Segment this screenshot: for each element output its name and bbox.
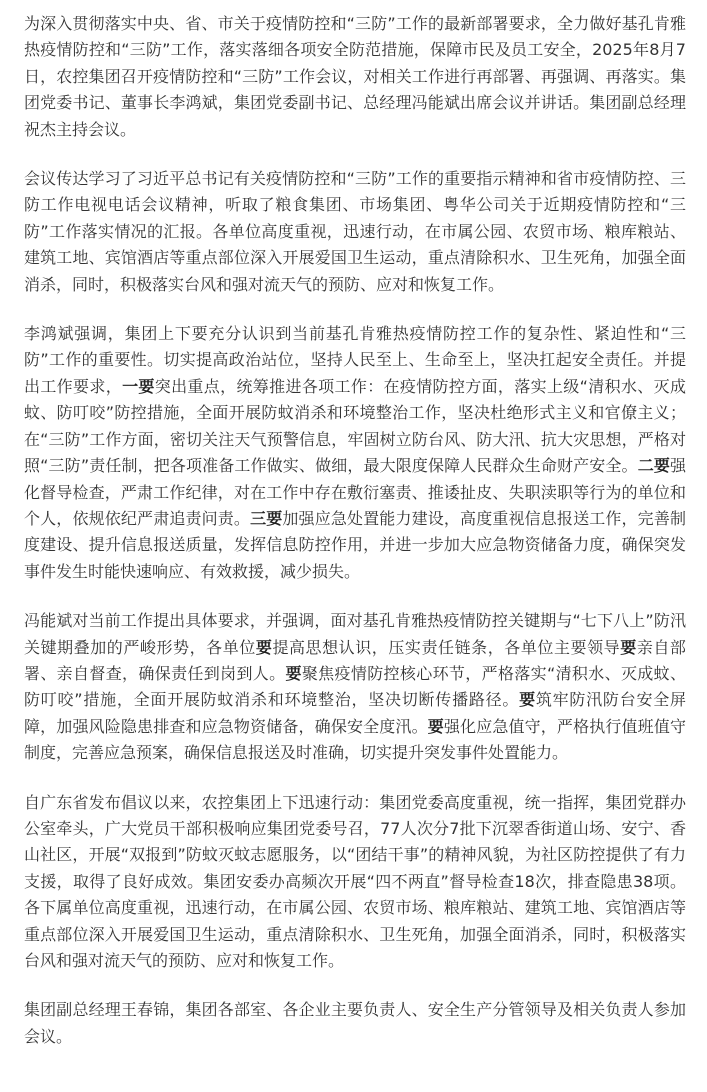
paragraph-text: 集团副总经理王春锦，集团各部室、各企业主要负责人、安全生产分管领导及相关负责人参加会议。 [24,1000,686,1046]
emphasis-text: 要 [519,690,536,710]
paragraph-text: 筑牢防汛防台安全屏障，加强风险隐患排查和应急物资储备，确保安全度汛。 [24,690,686,736]
article-body [24,11,686,1073]
article-paragraph [24,11,686,143]
paragraph-text: 冯能斌对当前工作提出具体要求，并强调，面对基孔肯雅热疫情防控关键期与“七下八上”防汛关键期叠加的严峻形势，各单位 [24,611,686,657]
article-paragraph [24,166,686,298]
article-paragraph [24,790,686,975]
article-paragraph [24,997,686,1050]
emphasis-text: 要 [255,637,273,657]
paragraph-text: 加强应急处置能力建设，高度重视信息报送工作，完善制度建设、提升信息报送质量，发挥信息防控作用，并进一步加大应急物资储备力度，确保突发事件发生时能快速响应、有效救援，减少损失。 [24,508,686,581]
emphasis-text: 三要 [250,508,283,528]
paragraph-text: 李鸿斌强调，集团上下要充分认识到当前基孔肯雅热疫情防控工作的复杂性、紧迫性和“三防”工作的重要性。切实提高政治站位，坚持人民至上、生命至上，坚决扛起安全责任。并提出工作要求， [24,324,686,396]
emphasis-text: 要 [427,716,444,736]
emphasis-text: 二要 [637,456,670,476]
paragraph-text: 突出重点，统筹推进各项工作：在疫情防控方面，落实上级“清积水、灭成蚊、防叮咬”防控措施，全面开展防蚊消杀和环境整治工作，坚决杜绝形式主义和官僚主义；在“三防”工作方面，密切关注天气预警信息，牢固树立防台风、防大汛、抗大灾思想，严格对照“三防”责任制，把各项准备工作做实、做细，最大限度保障人民群众生命财产安全。 [24,376,686,476]
paragraph-text: 为深入贯彻落实中央、省、市关于疫情防控和“三防”工作的最新部署要求，全力做好基孔肯雅热疫情防控和“三防”工作，落实落细各项安全防范措施，保障市民及员工安全，2025年8月7日，农控集团召开疫情防控和“三防”工作会议，对相关工作进行再部署、再强调、再落实。集团党委书记、董事长李鸿斌，集团党委副书记、总经理冯能斌出席会议并讲话。集团副总经理祝杰主持会议。 [24,14,686,139]
emphasis-text: 要 [285,663,302,683]
paragraph-text: 亲自部署、亲自督查，确保责任到岗到人。 [24,637,686,683]
paragraph-text: 强化督导检查，严肃工作纪律，对在工作中存在敷衍塞责、推诿扯皮、失职渎职等行为的单位和个人，依规依纪严肃追责问责。 [24,456,686,528]
paragraph-text: 强化应急值守，严格执行值班值守制度，完善应急预案，确保信息报送及时准确，切实提升突发事件处置能力。 [24,716,686,763]
paragraph-text: 会议传达学习了习近平总书记有关疫情防控和“三防”工作的重要指示精神和省市疫情防控、三防工作电视电话会议精神，听取了粮食集团、市场集团、粤华公司关于近期疫情防控和“三防”工作落实情况的汇报。各单位高度重视，迅速行动，在市属公园、农贸市场、粮库粮站、建筑工地、宾馆酒店等重点部位深入开展爱国卫生运动，重点清除积水、卫生死角，加强全面消杀，同时，积极落实台风和强对流天气的预防、应对和恢复工作。 [24,169,686,294]
emphasis-text: 要 [620,637,637,657]
paragraph-text: 聚焦疫情防控核心环节，严格落实“清积水、灭成蚊、防叮咬”措施，全面开展防蚊消杀和环境整治，坚决切断传播路径。 [24,663,686,710]
article-paragraph [24,608,686,766]
article-paragraph [24,321,686,585]
paragraph-text: 自广东省发布倡议以来，农控集团上下迅速行动：集团党委高度重视，统一指挥，集团党群办公室牵头，广大党员干部积极响应集团党委号召，77人次分7批下沉翠香街道山场、安宁、香山社区，开展“双报到”防蚊灭蚊志愿服务，以“团结干事”的精神风貌，为社区防控提供了有力支援，取得了良好成效。集团安委办高频次开展“四不两直”督导检查18次，排查隐患38项。各下属单位高度重视，迅速行动，在市属公园、农贸市场、粮库粮站、建筑工地、宾馆酒店等重点部位深入开展爱国卫生运动，重点清除积水、卫生死角，加强全面消杀，同时，积极落实台风和强对流天气的预防、应对和恢复工作。 [24,792,686,970]
emphasis-text: 一要 [122,376,155,396]
paragraph-text: 提高思想认识，压实责任链条，各单位主要领导 [272,637,621,657]
